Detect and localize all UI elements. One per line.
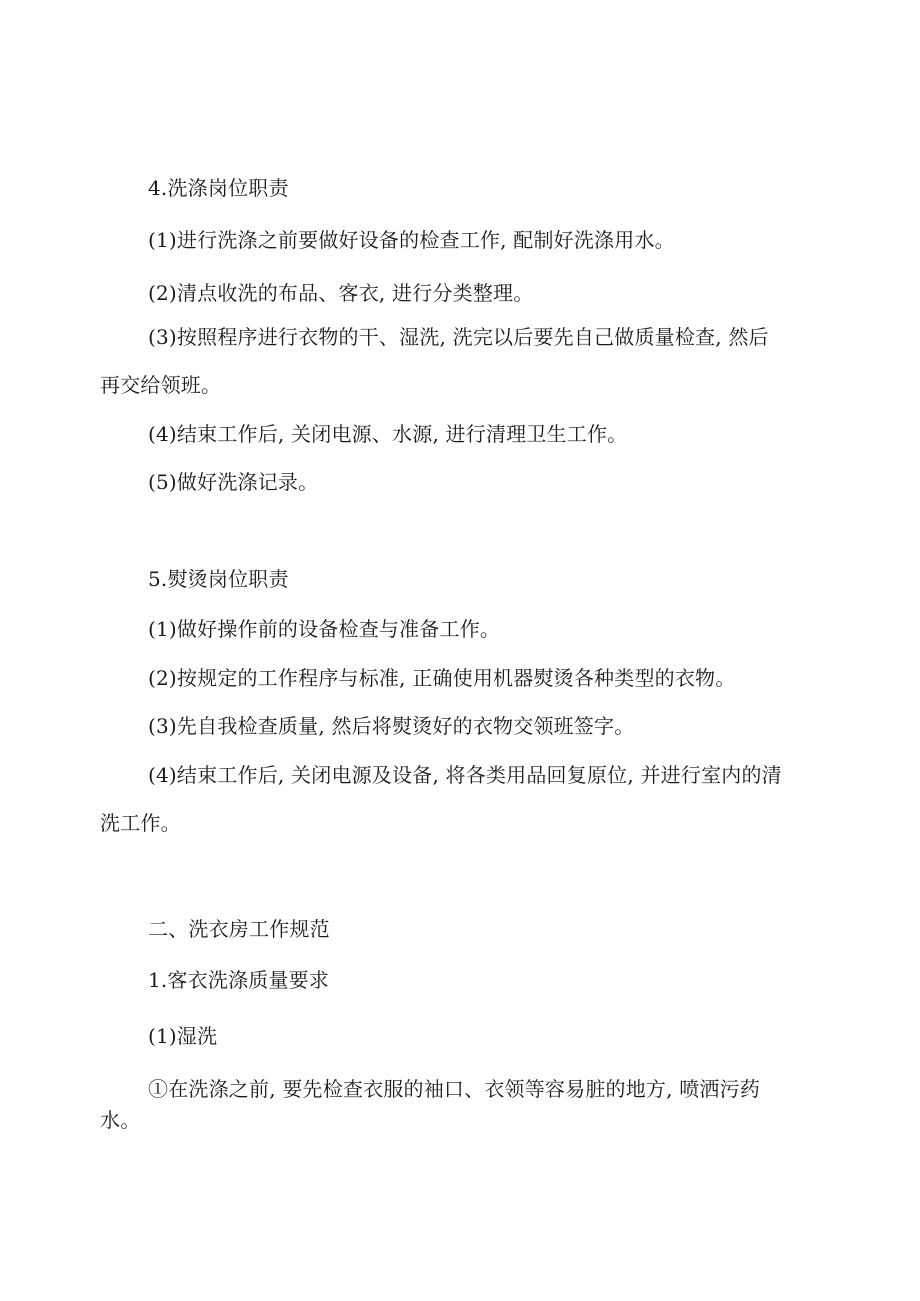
paragraph-washing-1: (1)进行洗涤之前要做好设备的检查工作, 配制好洗涤用水。 [148,228,675,252]
section-heading-laundry-standards: 二、洗衣房工作规范 [148,917,330,941]
subsection-heading-guest-laundry: 1.客衣洗涤质量要求 [148,968,330,992]
paragraph-ironing-4-continued: 洗工作。 [100,811,181,835]
paragraph-ironing-4: (4)结束工作后, 关闭电源及设备, 将各类用品回复原位, 并进行室内的清 [148,763,782,787]
paragraph-washing-4: (4)结束工作后, 关闭电源、水源, 进行清理卫生工作。 [148,422,628,446]
paragraph-washing-3-continued: 再交给领班。 [100,373,222,397]
section-heading-ironing: 5.熨烫岗位职责 [148,567,289,591]
paragraph-washing-3: (3)按照程序进行衣物的干、湿洗, 洗完以后要先自己做质量检查, 然后 [148,325,769,349]
paragraph-ironing-2: (2)按规定的工作程序与标准, 正确使用机器熨烫各种类型的衣物。 [148,666,736,690]
paragraph-washing-5: (5)做好洗涤记录。 [148,470,319,494]
subsection-wet-wash: (1)湿洗 [148,1024,218,1048]
paragraph-ironing-3: (3)先自我检查质量, 然后将熨烫好的衣物交领班签字。 [148,714,635,738]
paragraph-washing-2: (2)清点收洗的布品、客衣, 进行分类整理。 [148,281,534,305]
paragraph-ironing-1: (1)做好操作前的设备检查与准备工作。 [148,617,501,641]
section-heading-washing: 4.洗涤岗位职责 [148,176,289,200]
paragraph-laundry-1-continued: 水。 [100,1108,141,1132]
paragraph-laundry-1: ①在洗涤之前, 要先检查衣服的袖口、衣领等容易脏的地方, 喷洒污药 [148,1077,761,1101]
